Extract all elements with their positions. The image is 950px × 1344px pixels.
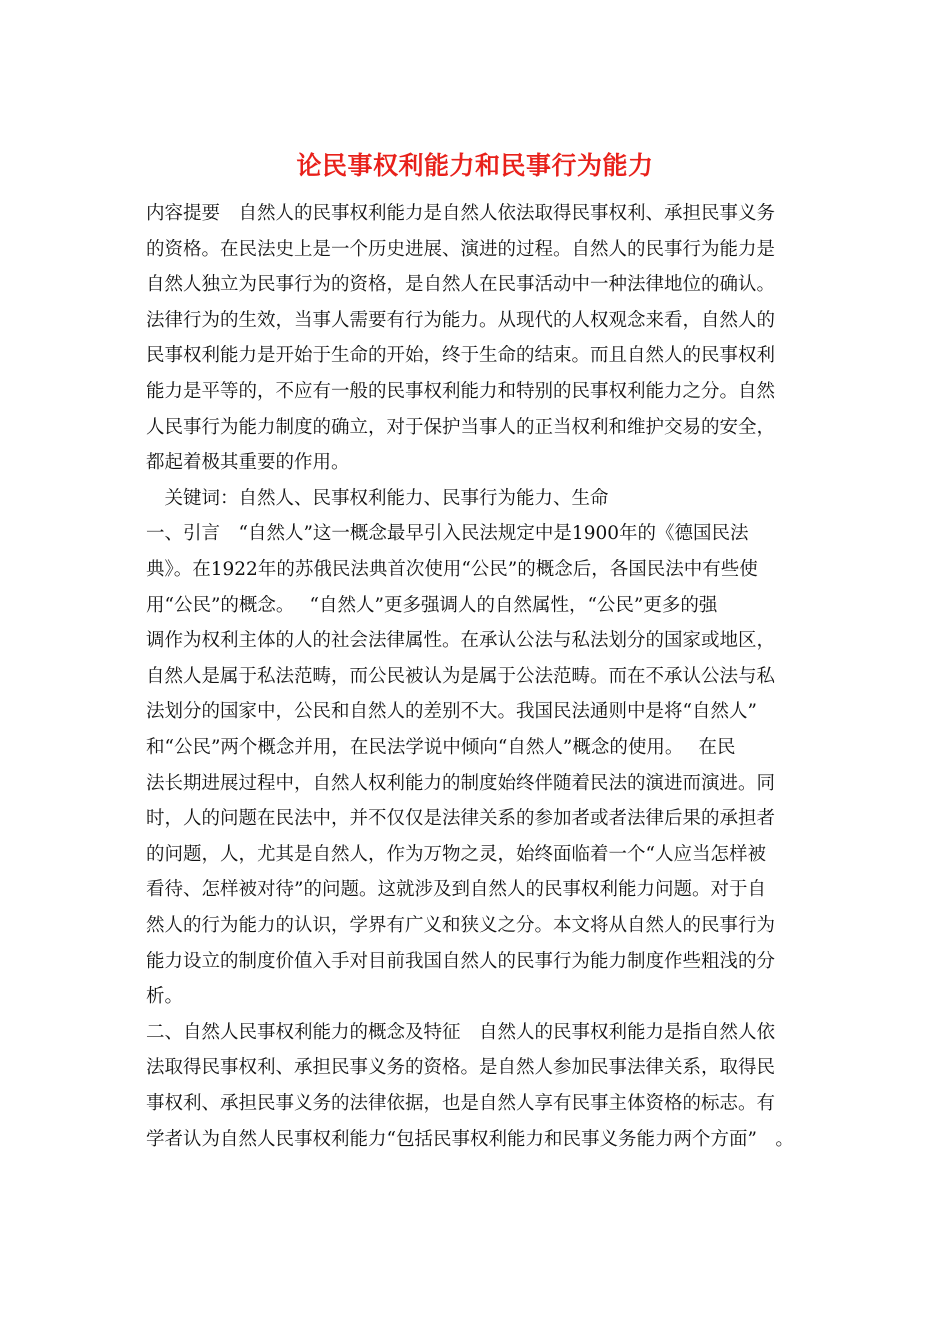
body-line: 法长期进展过程中，自然人权利能力的制度始终伴随着民法的演进而演进。同 [146, 772, 776, 794]
body-line: 时，人的问题在民法中，并不仅仅是法律关系的参加者或者法律后果的承担者 [146, 808, 776, 830]
body-line: 二、自然人民事权利能力的概念及特征 自然人的民事权利能力是指自然人依 [146, 1021, 776, 1043]
body-line: 人民事行为能力制度的确立，对于保护当事人的正当权利和维护交易的安全， [146, 416, 776, 438]
body-line: 自然人独立为民事行为的资格，是自然人在民事活动中一种法律地位的确认。 [146, 274, 776, 296]
body-line: 然人的行为能力的认识，学界有广义和狭义之分。本文将从自然人的民事行为 [146, 915, 776, 936]
body-line: 典》。在1922年的苏俄民法典首次使用“公民”的概念后，各国民法中有些使 [146, 559, 758, 580]
body-line: 能力设立的制度价值入手对目前我国自然人的民事行为能力制度作些粗浅的分 [146, 950, 776, 972]
body-line: 民事权利能力是开始于生命的开始，终于生命的结束。而且自然人的民事权利 [146, 345, 776, 367]
body-line: 的问题，人，尤其是自然人，作为万物之灵，始终面临着一个“人应当怎样被 [146, 843, 766, 865]
body-line: 事权利、承担民事义务的法律依据，也是自然人享有民事主体资格的标志。有 [146, 1093, 776, 1114]
body-line: 调作为权利主体的人的社会法律属性。在承认公法与私法划分的国家或地区， [146, 630, 776, 652]
body-line: 内容提要 自然人的民事权利能力是自然人依法取得民事权利、承担民事义务 [146, 203, 776, 224]
body-line: 学者认为自然人民事权利能力“包括民事权利能力和民事义务能力两个方面” 。 [146, 1128, 794, 1150]
body-line: 的资格。在民法史上是一个历史进展、演进的过程。自然人的民事行为能力是 [146, 238, 776, 260]
body-line: 析。 [146, 986, 184, 1008]
body-line: 一、引言 “自然人”这一概念最早引入民法规定中是1900年的《德国民法 [146, 523, 749, 545]
body-line: 用“公民”的概念。 “自然人”更多强调人的自然属性，“公民”更多的强 [146, 594, 718, 616]
body-line: 看待、怎样被对待”的问题。这就涉及到自然人的民事权利能力问题。对于自 [146, 879, 766, 901]
document-title: 论民事权利能力和民事行为能力 [296, 151, 654, 180]
body-line: 自然人是属于私法范畴，而公民被认为是属于公法范畴。而在不承认公法与私 [146, 665, 776, 687]
body-line: 法取得民事权利、承担民事义务的资格。是自然人参加民事法律关系，取得民 [146, 1057, 776, 1079]
keywords-line: 关键词：自然人、民事权利能力、民事行为能力、生命 [146, 487, 609, 509]
body-line: 法划分的国家中，公民和自然人的差别不大。我国民法通则中是将“自然人” [146, 701, 757, 723]
body-line: 都起着极其重要的作用。 [146, 452, 350, 474]
body-line: 和“公民”两个概念并用，在民法学说中倾向“自然人”概念的使用。 在民 [146, 737, 736, 758]
body-line: 能力是平等的，不应有一般的民事权利能力和特别的民事权利能力之分。自然 [146, 381, 776, 402]
body-line: 法律行为的生效，当事人需要有行为能力。从现代的人权观念来看，自然人的 [146, 309, 776, 331]
